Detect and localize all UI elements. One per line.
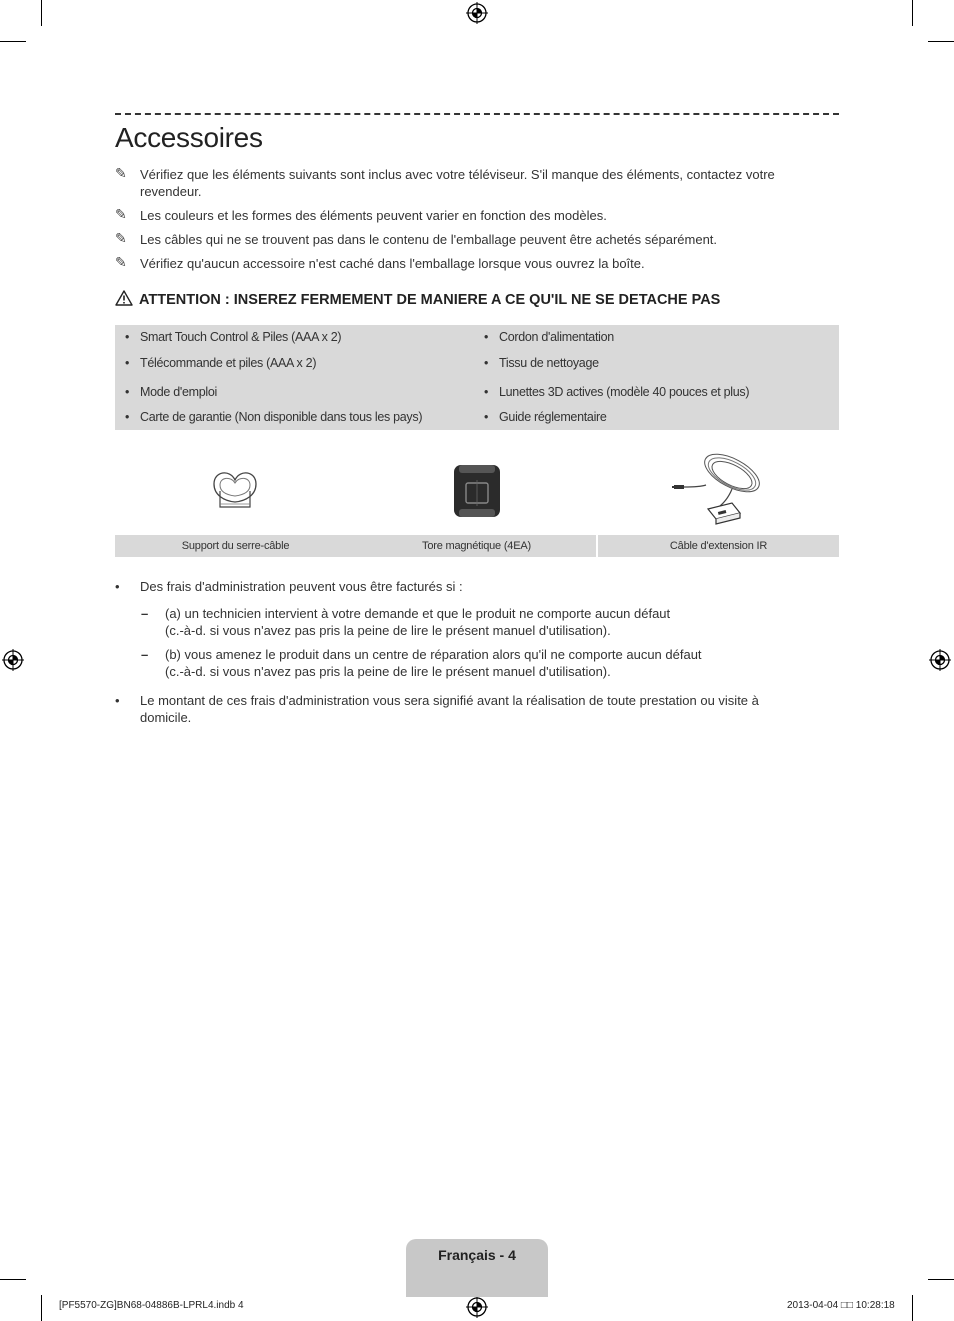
registration-mark-icon	[466, 2, 488, 24]
list-item: • Tissu de nettoyage	[499, 356, 599, 370]
list-item: • Le montant de ces frais d'administration vous sera signifié avant la réalisation de toute prestation ou visite à domicile.	[115, 693, 759, 725]
caption-ir-cable: Câble d'extension IR	[669, 540, 768, 552]
accessories-list-box	[115, 325, 839, 430]
list-item: • Cordon d'alimentation	[499, 330, 614, 344]
registration-mark-icon	[2, 649, 24, 671]
ir-extension-cable-icon	[670, 447, 770, 535]
magnetic-core-icon	[451, 447, 503, 535]
page-number: Français - 4	[438, 1247, 516, 1263]
note-item: ✎ Vérifiez que les éléments suivants sont inclus avec votre téléviseur. S'il manque des éléments, contactez votre revendeur.	[115, 165, 775, 199]
list-item: • Des frais d'administration peuvent vous être facturés si :	[115, 579, 463, 594]
crop-mark	[41, 1295, 42, 1321]
attention-warning: ATTENTION : INSEREZ FERMEMENT DE MANIERE A CE QU'IL NE SE DETACHE PAS	[115, 290, 839, 308]
crop-mark	[928, 1279, 954, 1280]
pencil-note-icon: ✎	[115, 206, 127, 222]
note-item: ✎ Vérifiez qu'aucun accessoire n'est caché dans l'emballage lorsque vous ouvrez la boîte.	[115, 254, 645, 271]
crop-mark	[928, 41, 954, 42]
registration-mark-icon	[466, 1296, 488, 1318]
note-item: ✎ Les couleurs et les formes des éléments peuvent varier en fonction des modèles.	[115, 206, 607, 223]
list-item: – (b) vous amenez le produit dans un centre de réparation alors qu'il ne comporte aucun défaut (c.-à-d. si vous n'avez pas pris la peine de lire le présent manuel d'utilisation).	[141, 647, 702, 679]
illustration-captions	[115, 535, 839, 557]
note-item: ✎ Les câbles qui ne se trouvent pas dans le contenu de l'emballage peuvent être achetés séparément.	[115, 230, 718, 247]
crop-mark	[912, 1295, 913, 1321]
print-timestamp: 2013-04-04 □□ 10:28:18	[787, 1300, 895, 1311]
list-item: • Télécommande et piles (AAA x 2)	[140, 356, 316, 370]
pencil-note-icon: ✎	[115, 254, 127, 270]
crop-mark	[912, 0, 913, 26]
accessory-illustrations	[115, 447, 839, 535]
pencil-note-icon: ✎	[115, 230, 127, 246]
page-title: Accessoires	[115, 122, 263, 153]
crop-mark	[0, 1279, 26, 1280]
cable-holder-icon	[210, 447, 260, 535]
warning-triangle-icon	[115, 290, 133, 306]
print-file-info: [PF5570-ZG]BN68-04886B-LPRL4.indb 4	[59, 1300, 244, 1311]
list-item: • Guide réglementaire	[499, 410, 607, 424]
notes-list	[115, 166, 839, 279]
section-divider	[115, 113, 839, 115]
list-item: – (a) un technicien intervient à votre demande et que le produit ne comporte aucun défaut (c.-à-d. si vous n'avez pas pris la peine de lire le présent manuel d'utilisation).	[141, 606, 671, 638]
list-item: • Carte de garantie (Non disponible dans tous les pays)	[140, 410, 422, 424]
list-item: • Lunettes 3D actives (modèle 40 pouces et plus)	[499, 385, 749, 399]
pencil-note-icon: ✎	[115, 165, 127, 181]
caption-cable-holder: Support du serre-câble	[181, 540, 290, 552]
list-item: • Mode d'emploi	[140, 385, 217, 399]
list-item: • Smart Touch Control & Piles (AAA x 2)	[140, 330, 341, 344]
registration-mark-icon	[929, 649, 951, 671]
crop-mark	[41, 0, 42, 26]
caption-magnetic-core: Tore magnétique (4EA)	[422, 540, 531, 552]
crop-mark	[0, 41, 26, 42]
